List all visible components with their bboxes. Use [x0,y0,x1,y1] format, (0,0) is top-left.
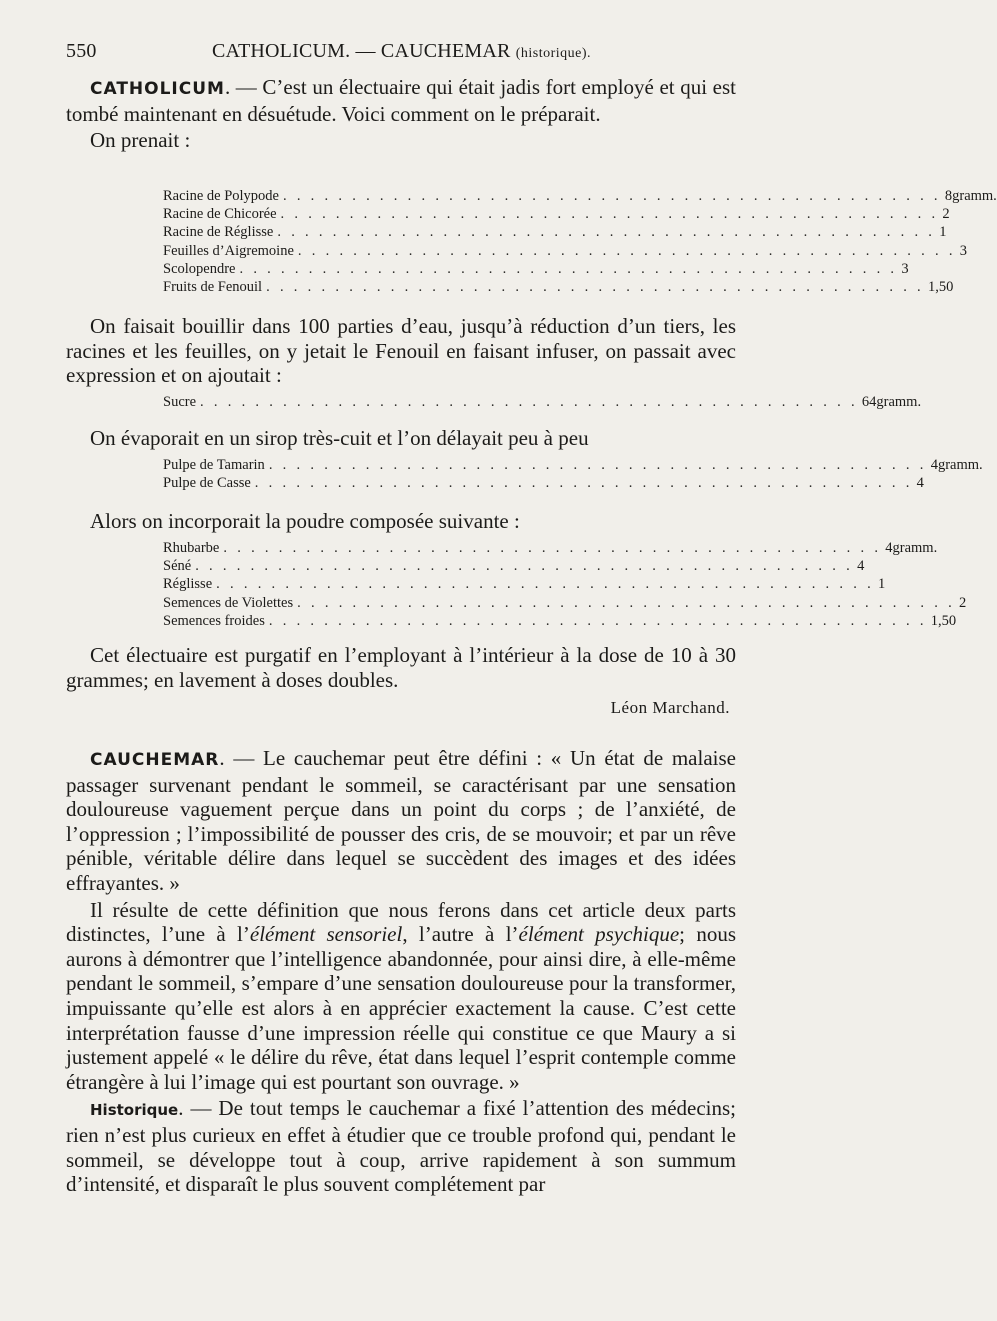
ingredient-name: Semences de Violettes [163,594,294,611]
ingredient-unit: gramm. [952,188,997,204]
recipe-item [163,393,922,411]
cauchemar-headword: CAUCHEMAR [90,750,220,770]
ingredient-name: Racine de Réglisse [163,224,274,241]
leader-dots: . . . . . . . . . . . . . . . . . . . . . . . . . . . . . . . . . . . . . . . . . . . . . . . . [254,475,913,492]
author-signature: Léon Marchand. [610,698,730,718]
historique-headword: Historique [90,1101,179,1120]
ingredient-name: Racine de Polypode [163,188,279,204]
leader-dots: . . . . . . . . . . . . . . . . . . . . . . . . . . . . . . . . . . . . . . . . . . . . . . . . [239,260,898,277]
recipe-item [163,539,938,557]
catholicum-intro-text: . — C’est un électuaire qui était jadis fort employé et qui est tombé maintenant en désuétude. Voici comment on le préparait. [66,75,736,126]
leader-dots: . . . . . . . . . . . . . . . . . . . . . . . . . . . . . . . . . . . . . . . . . . . . . . . . [297,242,956,259]
ingredient-name: Fruits de Fenouil [163,279,263,296]
para2-part-c: ; nous aurons à démontrer que l’intelligence abandonnée, pour ainsi dire, à elle-même pendant le sommeil, s’empare d’une sensation douloureuse pour la transformer, impuissante qu’elle est alors à en apprécier exactement la cause. C’est cette interprétation fausse d’une impression réelle qui constitue ce que Maury a si justement appelé « le délire du rêve, état dans lequel l’esprit contemple comme étrangère à lui l’image qui est pourtant son ouvrage. » [66,922,736,1094]
ingredient-unit: gramm. [876,394,922,410]
recipe-item [163,278,954,296]
ingredient-quantity: 4 [885,540,893,556]
ingredient-quantity: 3 [959,242,968,259]
leader-dots: . . . . . . . . . . . . . . . . . . . . . . . . . . . . . . . . . . . . . . . . . . . . . . . . [200,394,858,410]
ingredient-quantity: 2 [942,206,950,223]
leader-dots: . . . . . . . . . . . . . . . . . . . . . . . . . . . . . . . . . . . . . . . . . . . . . . . . [277,224,936,241]
recipe-list-sugar [163,393,922,411]
recipe-item [163,557,865,575]
ingredient-quantity: 1,50 [930,612,957,629]
recipe-list-pulps [163,456,983,492]
cauchemar-article [66,746,736,1197]
leader-dots: . . . . . . . . . . . . . . . . . . . . . . . . . . . . . . . . . . . . . . . . . . . . . . . . [216,576,875,593]
cauchemar-paragraph-2 [66,898,736,1095]
ingredient-name: Racine de Chicorée [163,206,277,223]
page-number: 550 [66,40,97,62]
recipe-item [163,205,950,223]
running-title-main: CATHOLICUM. — CAUCHEMAR [212,40,511,62]
ingredient-name: Pulpe de Casse [163,475,251,492]
ingredient-quantity: 1 [939,224,947,241]
running-title-suffix: (historique). [515,46,592,61]
recipe-item [163,575,886,593]
element-sensoriel: élément sensoriel [249,922,403,947]
ingredient-quantity: 2 [959,594,967,611]
boiling-instructions: On faisait bouillir dans 100 parties d’eau, jusqu’à réduction d’un tiers, les racines et les feuilles, on y jetait le Fenouil en faisant infuser, on passait avec expression et on ajoutait : [66,314,736,388]
dosage-text: Cet électuaire est purgatif en l’employant à l’intérieur à la dose de 10 à 30 grammes; en lavement à doses doubles. [66,643,736,692]
catholicum-intro [66,75,736,126]
running-title [212,40,591,63]
cauchemar-definition [66,746,736,896]
recipe-item [163,223,947,241]
recipe-item [163,187,997,205]
para2-part-b: , l’autre à l’ [402,922,519,947]
catholicum-headword: CATHOLICUM [90,79,225,99]
ingredient-quantity: 8 [944,188,953,204]
ingredient-quantity: 1 [878,576,886,593]
cauchemar-definition-text: . — Le cauchemar peut être défini : « Un état de malaise passager survenant pendant le sommeil, se caractérisant par une sensation douloureuse vaguement perçue dans un point du corps ; de l’anxiété, de l’oppression ; l’impossibilité de pousser des cris, de se mouvoir; et par un rêve pénible, véritable délire dans lequel se succèdent des images et des idées effrayantes. » [66,746,736,895]
ingredient-name: Séné [163,558,192,575]
historique-paragraph [66,1096,736,1196]
leader-dots: . . . . . . . . . . . . . . . . . . . . . . . . . . . . . . . . . . . . . . . . . . . . . . . . [282,188,941,204]
recipe-list-powder [163,539,967,630]
catholicum-para4 [66,509,736,534]
ingredient-quantity: 3 [901,260,909,277]
ingredient-name: Scolopendre [163,260,236,277]
recipe-item [163,260,909,278]
leader-dots: . . . . . . . . . . . . . . . . . . . . . . . . . . . . . . . . . . . . . . . . . . . . . . . . [268,457,927,473]
element-psychique: élément psychique [518,922,680,947]
ingredient-quantity: 4 [916,475,924,492]
catholicum-para3 [66,426,736,451]
ingredient-name: Rhubarbe [163,540,220,556]
ingredient-quantity: 4 [930,457,938,473]
ingredient-unit: gramm. [892,540,938,556]
leader-dots: . . . . . . . . . . . . . . . . . . . . . . . . . . . . . . . . . . . . . . . . . . . . . . . . [266,279,924,296]
historique-text: . — De tout temps le cauchemar a fixé l’attention des médecins; rien n’est plus curieux en effet à étudier que ce trouble profond qui, pendant le sommeil, se développe tout à coup, arrive rapidement à son summum d’intensité, et disparaît le plus souvent complétement par [66,1096,736,1197]
leader-dots: . . . . . . . . . . . . . . . . . . . . . . . . . . . . . . . . . . . . . . . . . . . . . . . . [280,206,939,223]
recipe-item [163,456,983,474]
ingredient-unit: gramm. [937,457,983,473]
ingredient-name: Semences froides [163,612,265,629]
catholicum-para2 [66,314,736,388]
powder-instructions: Alors on incorporait la poudre composée suivante : [90,509,520,533]
catholicum-article [66,75,736,153]
catholicum-para5 [66,643,736,721]
recipe-item [163,612,957,630]
ingredient-quantity: 1,50 [927,279,954,296]
ingredient-name: Réglisse [163,576,213,593]
recipe-item [163,474,924,492]
ingredient-name: Pulpe de Tamarin [163,457,265,473]
recipe-item [163,594,967,612]
ingredient-name: Sucre [163,394,197,410]
recipe-item [163,242,968,260]
leader-dots: . . . . . . . . . . . . . . . . . . . . . . . . . . . . . . . . . . . . . . . . . . . . . . . . [195,558,854,575]
leader-dots: . . . . . . . . . . . . . . . . . . . . . . . . . . . . . . . . . . . . . . . . . . . . . . . . [268,612,927,629]
leader-dots: . . . . . . . . . . . . . . . . . . . . . . . . . . . . . . . . . . . . . . . . . . . . . . . . [223,540,882,556]
para2-part-a: Il résulte de cette définition que nous ferons dans cet article deux parts distinctes, l’une à l’ [66,897,736,947]
evaporation-instructions: On évaporait en un sirop très-cuit et l’on délayait peu à peu [90,426,589,450]
ingredient-quantity: 64 [861,394,877,410]
ingredient-quantity: 4 [857,558,865,575]
leader-dots: . . . . . . . . . . . . . . . . . . . . . . . . . . . . . . . . . . . . . . . . . . . . . . . . [297,594,956,611]
recipe-list-roots [163,187,997,296]
ingredient-name: Feuilles d’Aigremoine [163,242,294,259]
on-prenait: On prenait : [90,128,191,153]
